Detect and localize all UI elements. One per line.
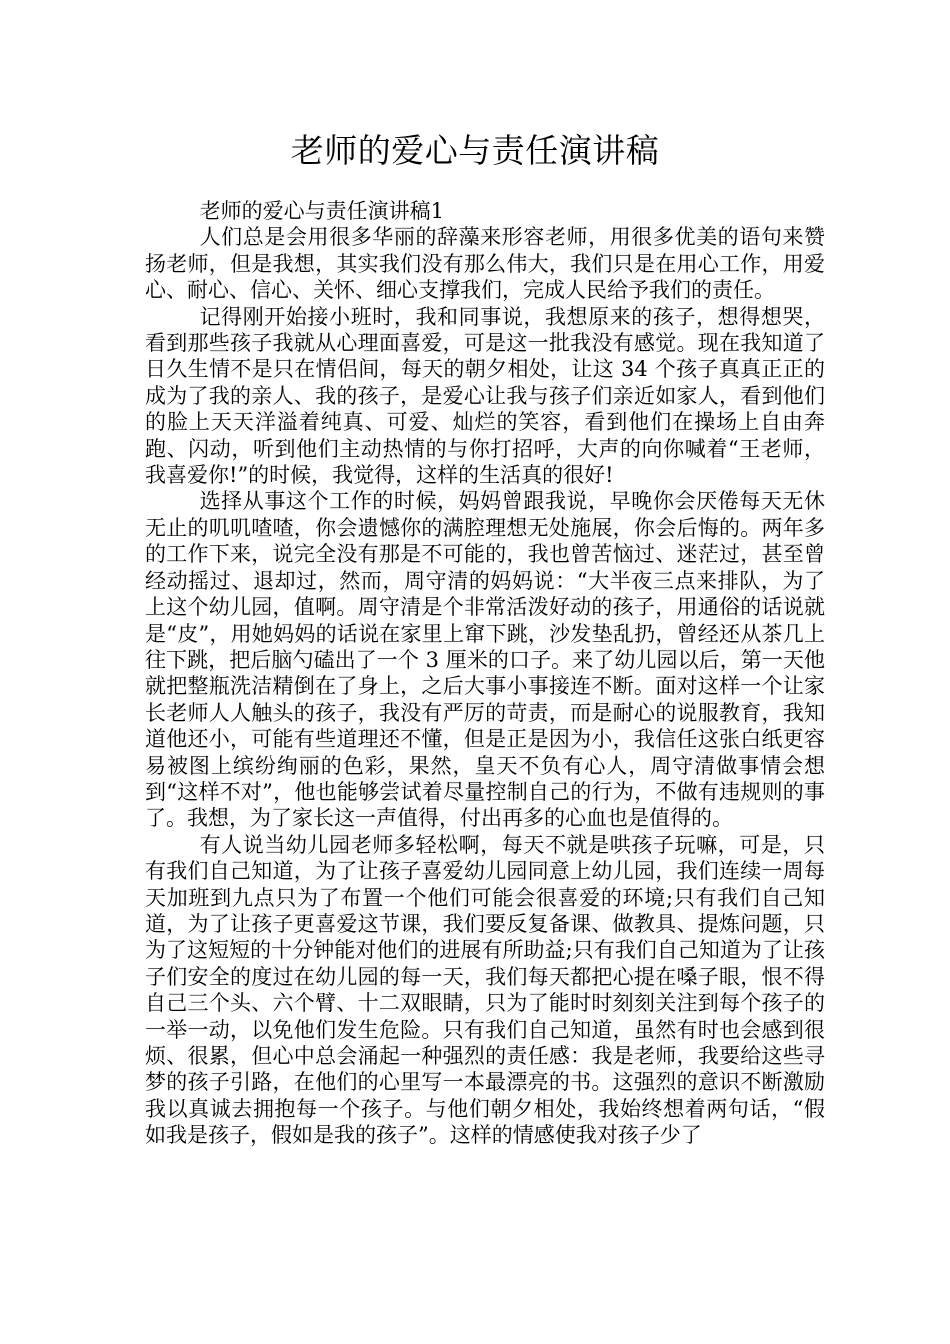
paragraph-4: 有人说当幼儿园老师多轻松啊，每天不就是哄孩子玩嘛，可是，只有我们自己知道，为了让孩子喜爱幼儿园同意上幼儿园，我们连续一周每天加班到九点只为了布置一个他们可能会很喜爱的环境;只有我们自己知道，为了让孩子更喜爱这节课，我们要反复备课、做教具、提炼问题，只为了这短短的十分钟能对他们的进展有所助益;只有我们自己知道为了让孩子们安全的度过在幼儿园的每一天，我们每天都把心提在嗓子眼，恨不得自己三个头、六个臂、十二双眼睛，只为了能时时刻刻关注到每个孩子的一举一动，以免他们发生危险。只有我们自己知道，虽然有时也会感到很烦、很累，但心中总会涌起一种强烈的责任感：我是老师，我要给这些寻梦的孩子引路，在他们的心里写一本最漂亮的书。这强烈的意识不断激励我以真诚去拥抱每一个孩子。与他们朝夕相处，我始终想着两句话，“假如我是孩子，假如是我的孩子”。这样的情感使我对孩子少了 <box>145 832 825 1148</box>
paragraph-2: 记得刚开始接小班时，我和同事说，我想原来的孩子，想得想哭，看到那些孩子我就从心理面喜爱，可是这一批我没有感觉。现在我知道了日久生情不是只在情侣间，每天的朝夕相处，让这 34 个孩子真真正正的成为了我的亲人、我的孩子，是爱心让我与孩子们亲近如家人，看到他们的脸上天天洋溢着纯真、可爱、灿烂的笑容，看到他们在操场上自由奔跑、闪动，听到他们主动热情的与你打招呼，大声的向你喊着“王老师，我喜爱你!”的时候，我觉得，这样的生活真的很好! <box>145 304 825 488</box>
document-title: 老师的爱心与责任演讲稿 <box>290 131 660 170</box>
paragraph-1: 人们总是会用很多华丽的辞藻来形容老师，用很多优美的语句来赞扬老师，但是我想，其实我们没有那么伟大，我们只是在用心工作，用爱心、耐心、信心、关怀、细心支撑我们，完成人民给予我们的责任。 <box>145 225 825 303</box>
paragraph-3: 选择从事这个工作的时候，妈妈曾跟我说，早晚你会厌倦每天无休无止的叽叽喳喳，你会遗憾你的满腔理想无处施展，你会后悔的。两年多的工作下来，说完全没有那是不可能的，我也曾苦恼过、迷茫过，甚至曾经动摇过、退却过，然而，周守清的妈妈说：“大半夜三点来排队，为了上这个幼儿园，值啊。周守清是个非常活泼好动的孩子，用通俗的话说就是“皮”，用她妈妈的话说在家里上窜下跳，沙发垫乱扔，曾经还从茶几上往下跳，把后脑勺磕出了一个 3 厘米的口子。来了幼儿园以后，第一天他就把整瓶洗洁精倒在了身上，之后大事小事接连不断。面对这样一个让家长老师人人触头的孩子，我没有严厉的苛责，而是耐心的说服教育，我知道他还小，可能有些道理还不懂，但是正是因为小，我信任这张白纸更容易被图上缤纷绚丽的色彩，果然，皇天不负有心人，周守清做事情会想到“这样不对”，他也能够尝试着尽量控制自己的行为，不做有违规则的事了。我想，为了家长这一声值得，付出再多的心血也是值得的。 <box>145 489 825 831</box>
document-body <box>145 198 825 1149</box>
speech-heading: 老师的爱心与责任演讲稿1 <box>199 199 444 223</box>
